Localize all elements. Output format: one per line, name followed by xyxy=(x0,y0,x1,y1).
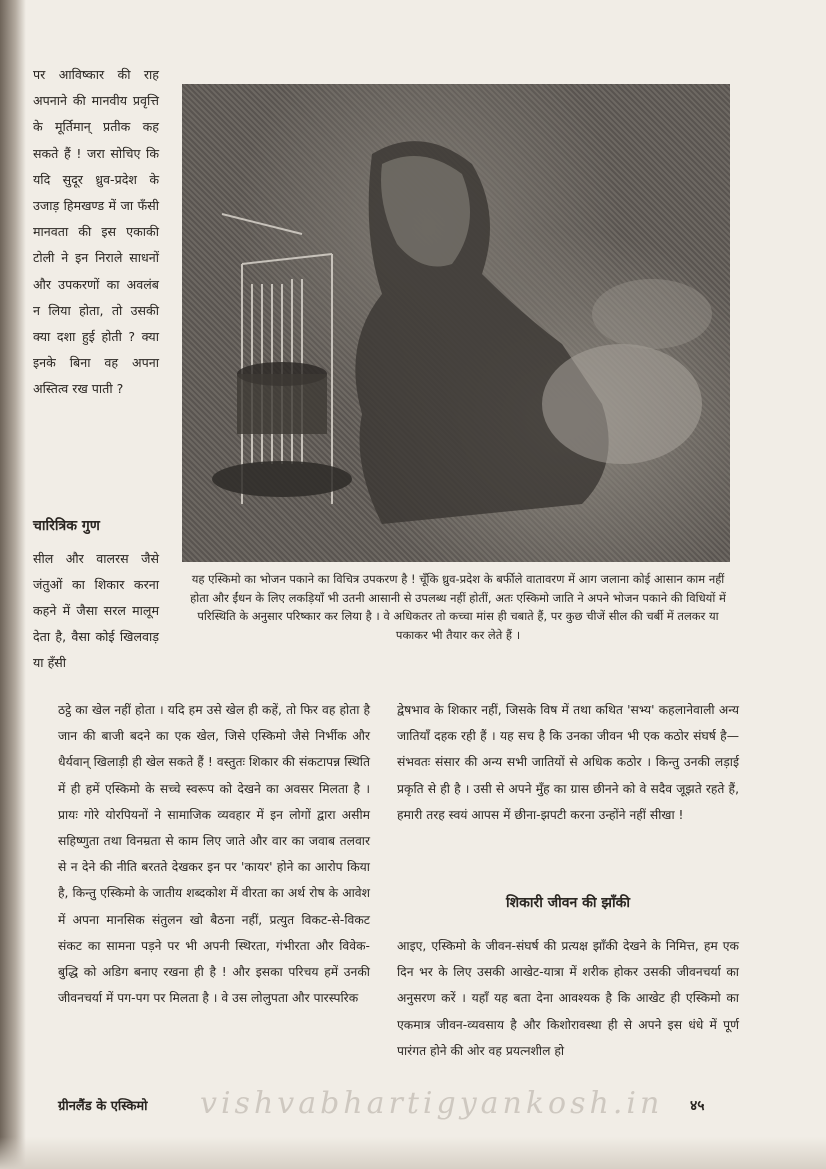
photo-icon xyxy=(182,84,730,562)
left-column-paragraph: पर आविष्कार की राह अपनाने की मानवीय प्रवृत्ति के मूर्तिमान् प्रतीक कह सकते हैं ! जरा सोचिए कि यदि सुदूर ध्रुव-प्रदेश के उजाड़ हिमखण्ड में जा फँसी मानवता की इस एकाकी टोली ने इन निराले साधनों और उपकरणों का अवलंब न लिया होता, तो उसकी क्या दशा हुई होती ? क्या इनके बिना वह अपना अस्तित्व रख पाती ? xyxy=(33,67,159,397)
eskimo-cooking-photo xyxy=(182,84,730,562)
body-left-paragraph: ठट्ठे का खेल नहीं होता । यदि हम उसे खेल ही कहें, तो फिर वह होता है जान की बाजी बदने का एक खेल, जिसे एस्किमो जैसे निर्भीक और धैर्यवान् खिलाड़ी ही खेल सकते हैं ! वस्तुतः शिकार की संकटापन्न स्थिति में ही हमें एस्किमो के सच्चे स्वरूप को देखने का अवसर मिलता है । प्रायः गोरे योरपियनों ने सामाजिक व्यवहार में इन लोगों द्वारा असीम सहिष्णुता तथा विनम्रता से काम लिए जाते और वार का जवाब तलवार से न देने की नीति बरतते देखकर इन पर 'कायर' होने का आरोप किया है, किन्तु एस्किमो के जातीय शब्दकोश में वीरता का अर्थ रोष के आवेश में अपना मानसिक संतुलन खो बैठना नहीं, प्रत्युत विकट-से-विकट संकट का सामना पड़ने पर भी अपनी स्थिरता, गंभीरता और विवेक-बुद्धि को अडिग बनाए रखना ही है ! और इसका परिचय हमें उनकी जीवनचर्या में पग-पग पर मिलता है । वे उस लोलुपता और पारस्परिक xyxy=(58,703,370,1006)
body-left-column xyxy=(58,697,370,1011)
footer-book-title: ग्रीनलैंड के एस्किमो xyxy=(58,1099,148,1114)
body-right-column xyxy=(397,697,739,828)
body-right-lower-paragraph: आइए, एस्किमो के जीवन-संघर्ष की प्रत्यक्ष झाँकी देखने के निमित्त, हम एक दिन भर के लिए उसकी आखेट-यात्रा में शरीक होकर उसकी जीवनचर्या का अनुसरण करें । यहाँ यह बता देना आवश्यक है कि आखेट ही एस्किमो का एकमात्र जीवन-व्यवसाय है और किशोरावस्था ही से अपने इस धंधे में पूर्ण पारंगत होने की ओर वह प्रयत्नशील हो xyxy=(397,939,739,1058)
body-right-paragraph: द्वेषभाव के शिकार नहीं, जिसके विष में तथा कथित 'सभ्य' कहलानेवाली अन्य जातियाँ दहक रही हैं । यह सच है कि उनका जीवन भी एक कठोर संघर्ष है—संभवतः संसार की अन्य सभी जातियों से अधिक कठोर । किन्तु उनकी लड़ाई प्रकृति से ही है । उसी से अपने मुँह का ग्रास छीनने को वे सदैव जूझते रहते हैं, हमारी तरह स्वयं आपस में छीना-झपटी करना उन्होंने नहीं सीखा ! xyxy=(397,703,739,822)
photo-caption: यह एस्किमो का भोजन पकाने का विचित्र उपकरण है ! चूँकि ध्रुव-प्रदेश के बर्फीले वातावरण में आग जलाना कोई आसान काम नहीं होता और ईंधन के लिए लकड़ियाँ भी उतनी आसानी से उपलब्ध नहीं होतीं, अतः एस्किमो जाति ने अपने भोजन पकाने की विधियों में परिस्थिति के अनुसार परिष्कार कर लिया है । वे अधिकतर तो कच्चा मांस ही चबाते हैं, पर कुछ चीजें सील की चर्बी में तलकर या पकाकर भी तैयार कर लेते हैं । xyxy=(190,572,726,642)
footer-watermark: vishvabhartigyankosh.in xyxy=(200,1086,664,1121)
page-binding-shadow xyxy=(0,0,26,1169)
section-heading-character: चारित्रिक गुण xyxy=(33,518,100,534)
left-column-lower-text xyxy=(33,546,159,676)
page-number: ४५ xyxy=(690,1098,705,1114)
left-column-text xyxy=(33,62,159,403)
page-bottom-shade xyxy=(0,1137,826,1169)
body-right-column-lower xyxy=(397,933,739,1064)
left-column-lower-paragraph: सील और वालरस जैसे जंतुओं का शिकार करना कहने में जैसा सरल मालूम देता है, वैसा कोई खिलवाड़ या हँसी xyxy=(33,551,159,670)
section-heading-hunting-life: शिकारी जीवन की झाँकी xyxy=(505,895,631,911)
